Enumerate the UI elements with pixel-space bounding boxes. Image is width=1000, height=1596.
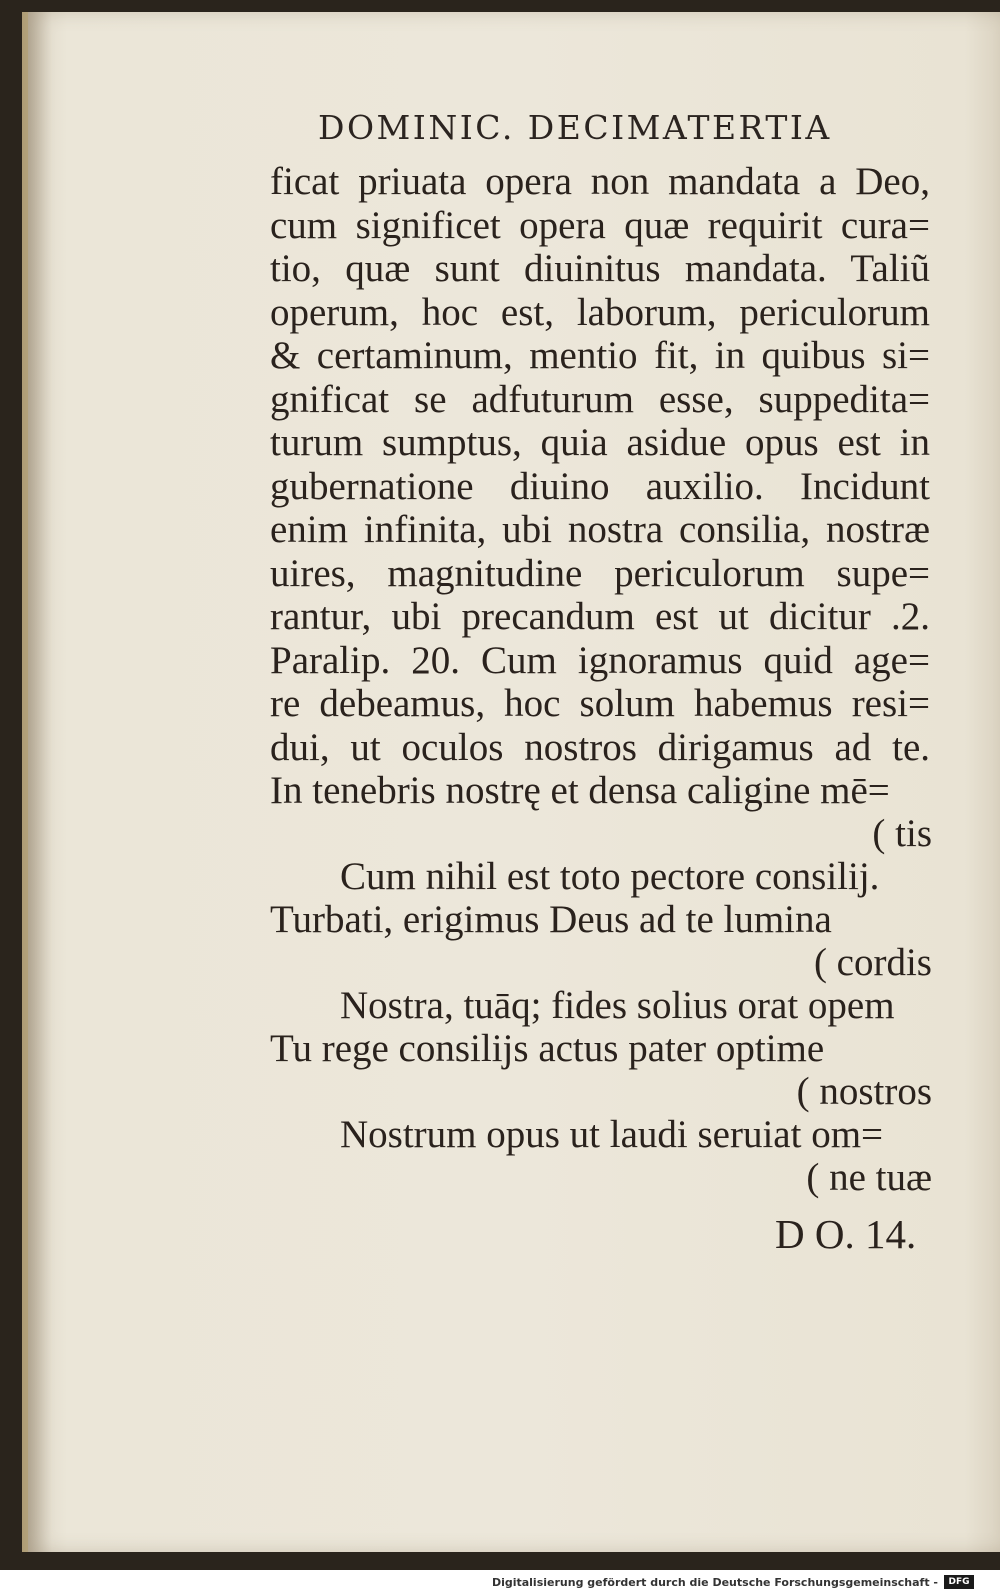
prose-line: re debeamus, hoc solum habemus resi= bbox=[270, 682, 930, 725]
verse-line: Turbati, erigimus Deus ad te lumina bbox=[270, 898, 832, 941]
verse-line: In tenebris nostrę et densa caligine mē= bbox=[270, 769, 890, 812]
prose-line: uires, magnitudine periculorum supe= bbox=[270, 551, 930, 595]
prose-line: turum sumptus, quia asidue opus est in bbox=[270, 421, 930, 464]
prose-line: cum significet opera quæ requirit cura= bbox=[270, 203, 930, 247]
verse-turnover: ( tis bbox=[872, 812, 932, 855]
prose-line: enim infinita, ubi nostra consilia, nostræ bbox=[270, 508, 930, 551]
prose-line: tio, quæ sunt diuinitus mandata. Taliũ bbox=[270, 247, 930, 290]
verse-turnover: ( cordis bbox=[813, 941, 932, 984]
prose-line: gnificat se adfuturum esse, suppedita= bbox=[270, 377, 930, 421]
footer-bar bbox=[0, 1570, 1000, 1596]
catchword: D O. 14. bbox=[775, 1211, 917, 1257]
verse-line: Tu rege consilijs actus pater optime bbox=[270, 1027, 825, 1070]
gutter-shadow bbox=[22, 12, 52, 1552]
text-block bbox=[270, 160, 950, 1199]
verse-line: Nostrum opus ut laudi seruiat om= bbox=[340, 1113, 884, 1156]
prose-line: rantur, ubi precandum est ut dicitur .2. bbox=[270, 595, 930, 638]
prose-line: Paralip. 20. Cum ignoramus quid age= bbox=[270, 638, 930, 682]
verse-turnover: ( nostros bbox=[796, 1070, 932, 1113]
prose-line: operum, hoc est, laborum, periculorum bbox=[270, 290, 930, 334]
prose-line: ficat priuata opera non mandata a Deo, bbox=[270, 160, 930, 203]
dfg-logo-icon: DFG bbox=[944, 1575, 974, 1589]
verse-turnover: ( ne tuæ bbox=[806, 1156, 932, 1199]
running-head: DOMINIC. DECIMATERTIA bbox=[318, 108, 832, 147]
prose-line: & certaminum, mentio fit, in quibus si= bbox=[270, 334, 930, 377]
prose-line: dui, ut oculos nostros dirigamus ad te. bbox=[270, 725, 930, 769]
prose-line: gubernatione diuino auxilio. Incidunt bbox=[270, 464, 930, 508]
verse-line: Nostra, tuāq; fides solius orat opem bbox=[340, 984, 895, 1027]
verse-line: Cum nihil est toto pectore consilij. bbox=[340, 855, 880, 898]
funding-credit: Digitalisierung gefördert durch die Deutsche Forschungsgemeinschaft - bbox=[491, 1576, 938, 1589]
